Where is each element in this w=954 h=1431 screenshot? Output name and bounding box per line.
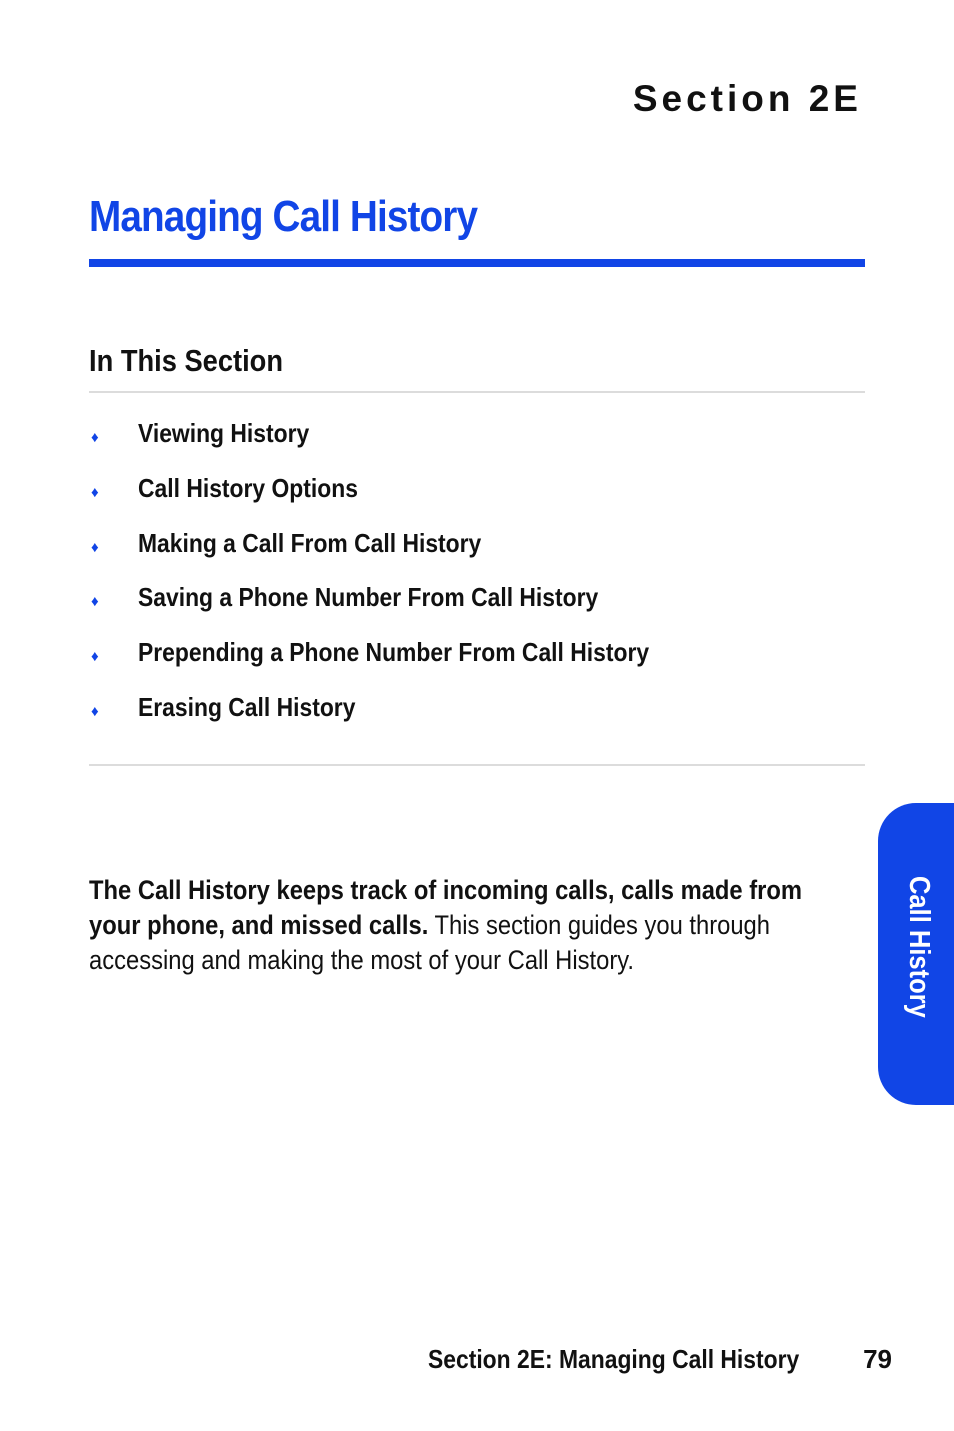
- section-label: Section 2E: [632, 78, 862, 119]
- toc-list: [89, 418, 865, 747]
- toc-item-label[interactable]: Saving a Phone Number From Call History: [138, 582, 599, 613]
- diamond-bullet-icon: ♦: [91, 593, 99, 611]
- toc-item-label[interactable]: Erasing Call History: [138, 691, 356, 722]
- toc-item-label[interactable]: Call History Options: [138, 472, 358, 503]
- page-number: 79: [863, 1344, 892, 1374]
- toc-item-label[interactable]: Viewing History: [138, 418, 310, 448]
- toc-item-erasing-call-history[interactable]: [89, 692, 865, 747]
- toc-divider-top: [89, 391, 865, 393]
- toc-item-making-a-call[interactable]: [89, 528, 865, 583]
- toc-item-label[interactable]: Making a Call From Call History: [138, 527, 482, 558]
- toc-heading: In This Section: [89, 343, 284, 378]
- diamond-bullet-icon: ♦: [91, 702, 99, 720]
- toc-item-saving-a-number[interactable]: [89, 582, 865, 637]
- footer-title: Section 2E: Managing Call History: [428, 1344, 800, 1374]
- side-tab-label: Call History: [903, 876, 935, 1018]
- toc-item-call-history-options[interactable]: [89, 473, 865, 528]
- toc-item-prepending-a-number[interactable]: [89, 637, 865, 692]
- page-title: Managing Call History: [89, 192, 478, 241]
- diamond-bullet-icon: ♦: [91, 429, 99, 446]
- toc-divider-bottom: [89, 764, 865, 766]
- title-rule: [89, 259, 865, 267]
- diamond-bullet-icon: ♦: [91, 483, 99, 501]
- intro-paragraph: [89, 873, 828, 978]
- toc-item-label[interactable]: Prepending a Phone Number From Call History: [138, 637, 650, 668]
- intro-body: This section guides you through accessing and making the most of your Call History.: [89, 910, 770, 975]
- diamond-bullet-icon: ♦: [91, 648, 99, 666]
- diamond-bullet-icon: ♦: [91, 538, 99, 556]
- intro-lead: The Call History keeps track of incoming calls, calls made from your phone, and missed calls.: [89, 875, 803, 940]
- toc-item-viewing-history[interactable]: [89, 418, 865, 473]
